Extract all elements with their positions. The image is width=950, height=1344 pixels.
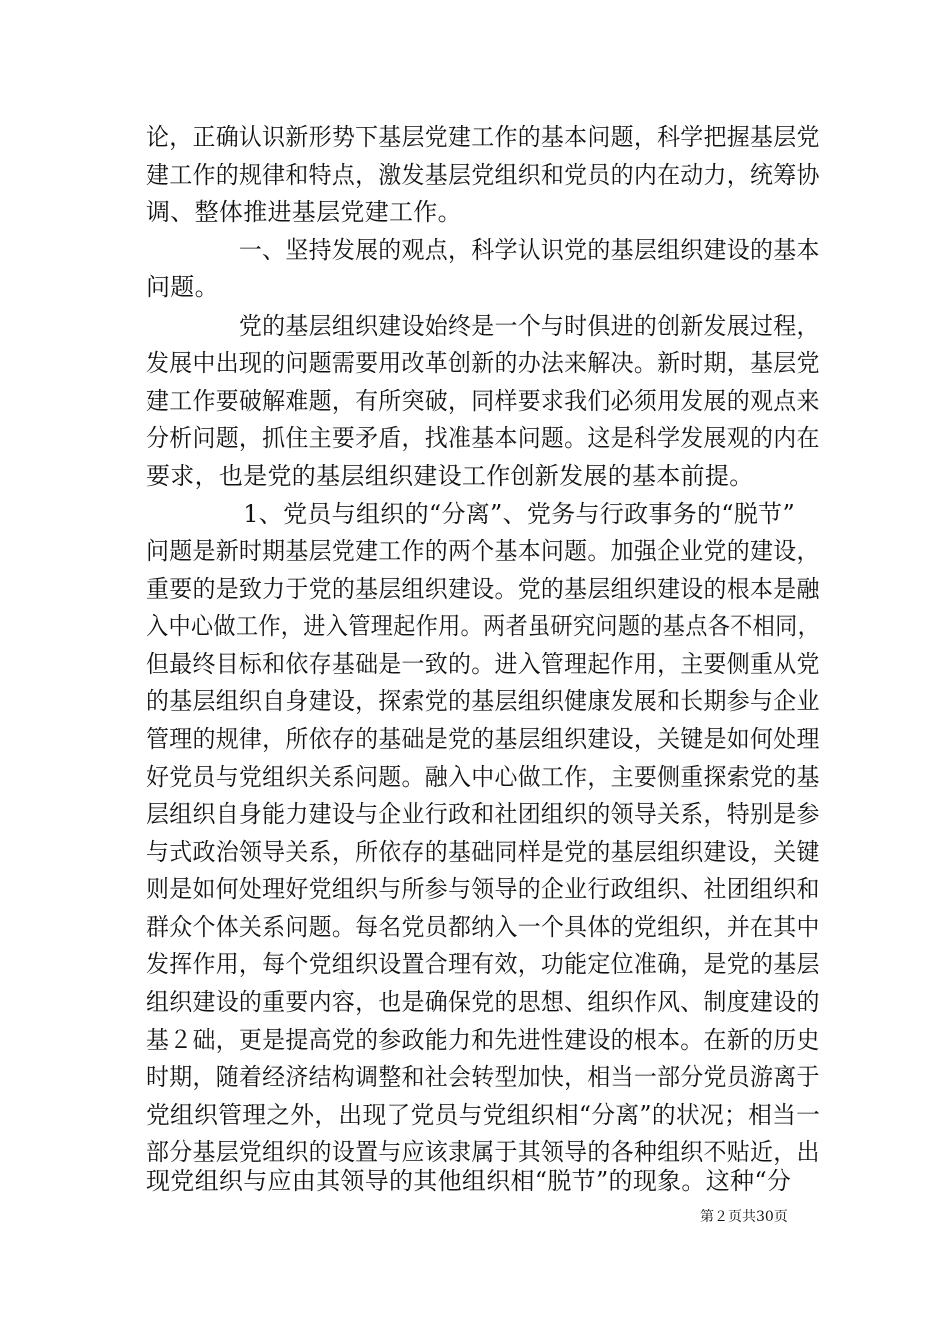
text-line: 问题是新时期基层党建工作的两个基本问题。加强企业党的建设，	[146, 537, 820, 565]
text-line: 入中心做工作，进入管理起作用。两者虽研究问题的基点各不相同，	[146, 612, 821, 640]
text-line: 时期，随着经济结构调整和社会转型加快，相当一部分党员游离于	[146, 1063, 820, 1091]
section-heading: 一、坚持发展的观点，科学认识党的基层组织建设的基本	[146, 236, 820, 264]
text-line: 调、整体推进基层党建工作。	[146, 198, 462, 226]
text-line: 党组织管理之外，出现了党员与党组织相“分离”的状况；相当一	[146, 1101, 821, 1129]
text-line: 发展中出现的问题需要用改革创新的办法来解决。新时期，基层党	[146, 349, 820, 377]
text-line: 则是如何处理好党组织与所参与领导的企业行政组织、社团组织和	[146, 875, 820, 903]
text-line: 现党组织与应由其领导的其他组织相“脱节”的现象。这种“分	[146, 1167, 792, 1195]
text-line: 管理的规律，所依存的基础是党的基层组织建设，关键是如何处理	[146, 725, 820, 753]
text-line: 建工作要破解难题，有所突破，同样要求我们必须用发展的观点来	[146, 387, 820, 415]
text-line: 与式政治领导关系，所依存的基础同样是党的基层组织建设，关键	[146, 838, 820, 866]
text-line: 论，正确认识新形势下基层党建工作的基本问题，科学把握基层党	[146, 123, 820, 151]
text-line: 基２础，更是提高党的参政能力和先进性建设的根本。在新的历史	[146, 1026, 820, 1054]
text-line: 群众个体关系问题。每名党员都纳入一个具体的党组织，并在其中	[146, 913, 820, 941]
text-line: 党的基层组织建设始终是一个与时俱进的创新发展过程，	[146, 312, 820, 340]
text-line: 组织建设的重要内容，也是确保党的思想、组织作风、制度建设的	[146, 988, 820, 1016]
text-line: 发挥作用，每个党组织设置合理有效，功能定位准确，是党的基层	[146, 950, 820, 978]
page-number-footer: 第２页共30页	[700, 1209, 788, 1225]
text-line: 重要的是致力于党的基层组织建设。党的基层组织建设的根本是融	[146, 575, 820, 603]
text-line: 问题。	[146, 273, 219, 301]
text-line: 要求，也是党的基层组织建设工作创新发展的基本前提。	[146, 462, 754, 490]
text-line: 1、党员与组织的“分离”、党务与行政事务的“脱节”	[146, 500, 796, 528]
text-line: 建工作的规律和特点，激发基层党组织和党员的内在动力，统筹协	[146, 161, 820, 189]
text-line: 的基层组织自身建设，探索党的基层组织健康发展和长期参与企业	[146, 687, 820, 715]
text-line: 分析问题，抓住主要矛盾，找准基本问题。这是科学发展观的内在	[146, 424, 820, 452]
text-line: 但最终目标和依存基础是一致的。进入管理起作用，主要侧重从党	[146, 650, 820, 678]
text-line: 层组织自身能力建设与企业行政和社团组织的领导关系，特别是参	[146, 800, 820, 828]
text-line: 好党员与党组织关系问题。融入中心做工作，主要侧重探索党的基	[146, 763, 820, 791]
text-line: 部分基层党组织的设置与应该隶属于其领导的各种组织不贴近，出	[146, 1138, 820, 1166]
